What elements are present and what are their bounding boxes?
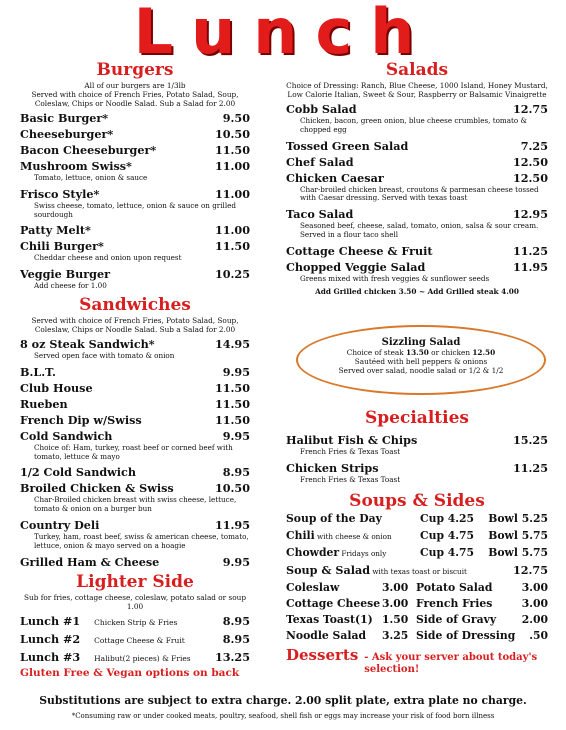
soups-heading: Soups & Sides [349, 490, 485, 511]
menu-item [20, 222, 250, 238]
item-description: Served open face with tomato & onion [34, 350, 175, 360]
menu-item [20, 186, 250, 202]
item-price: 11.50 [214, 380, 250, 395]
menu-item [20, 142, 250, 158]
menu-title: Lunch [133, 0, 433, 68]
right-column [286, 60, 548, 298]
menu-item [286, 206, 548, 222]
item-price: 11.50 [214, 143, 250, 157]
menu-item [20, 396, 250, 412]
item-description: French Fries & Texas Toast [300, 447, 401, 456]
item-description: Seasoned beef, cheese, salad, tomato, onion, salsa & sour cream. Served in a flour taco shell [300, 221, 539, 239]
lighter-side-note: Sub for fries, cottage cheese, coleslaw, potato salad or soup 1.00 [24, 592, 246, 611]
item-price: 11.25 [512, 243, 548, 258]
item-description: Swiss cheese, tomato, lettuce, onion & sauce on grilled sourdough [34, 200, 236, 219]
item-name: Chicken Strips [286, 460, 379, 475]
left-column [20, 60, 250, 679]
menu-item [20, 412, 250, 428]
item-price: 11.00 [214, 223, 250, 238]
item-description: Char-broiled chicken breast, croutons & parmesan cheese tossed with Caesar dressing. Served with texas toast [300, 184, 539, 203]
item-name: 1/2 Cold Sandwich [20, 465, 136, 480]
lighter-side-heading: Lighter Side [76, 571, 194, 592]
item-name: Mushroom Swiss* [20, 159, 132, 173]
item-price: 8.95 [222, 613, 250, 628]
sizzling-line-3: Served over salad, noodle salad or 1/2 & 1/2 [338, 366, 504, 375]
item-name: Cobb Salad [286, 102, 357, 116]
salads-list [286, 101, 548, 284]
item-description: French Fries & Texas Toast [300, 474, 401, 484]
menu-item [286, 259, 548, 275]
gluten-free-note: Gluten Free & Vegan options on back [20, 666, 240, 679]
menu-item [286, 432, 548, 448]
item-name: Veggie Burger [20, 267, 110, 282]
item-price: 11.50 [214, 412, 250, 427]
soup-row: Chowder Fridays only Cup 4.75 Bowl 5.75 [286, 545, 548, 559]
menu-item [20, 158, 250, 174]
item-price: 8.95 [222, 465, 250, 480]
menu-item [20, 480, 250, 496]
burgers-heading: Burgers [96, 60, 174, 80]
item-description: Cheddar cheese and onion upon request [34, 253, 182, 263]
soups-cup-bowl-list [286, 511, 548, 562]
substitution-note: Substitutions are subject to extra charge. 2.00 split plate, extra plate no charge. [39, 694, 527, 707]
menu-item [20, 517, 250, 533]
item-name: B.L.T. [20, 364, 56, 379]
item-price: 14.95 [214, 336, 250, 351]
menu-item [286, 101, 548, 117]
menu-item [20, 464, 250, 480]
menu-item [286, 243, 548, 259]
sizzling-title: Sizzling Salad [381, 337, 461, 348]
soup-row: Soup of the Day Cup 4.25 Bowl 5.25 [286, 511, 548, 525]
sizzling-price-line: Choice of steak 13.50 or chicken 12.50 [346, 348, 496, 357]
item-name: Frisco Style* [20, 186, 100, 201]
menu-item [286, 460, 548, 476]
item-name: Cheeseburger* [20, 127, 114, 141]
item-price: 13.25 [214, 649, 250, 664]
item-price: 7.25 [520, 138, 548, 153]
item-price: 8.95 [222, 631, 250, 646]
item-price: 12.95 [512, 207, 548, 222]
specialties-list [286, 432, 548, 485]
lighter-item [20, 649, 250, 667]
item-price: 11.95 [214, 517, 250, 532]
salads-addon: Add Grilled chicken 3.50 ~ Add Grilled steak 4.00 [315, 286, 519, 296]
salads-heading: Salads [385, 60, 449, 80]
soup-row: Chili with cheese & onion Cup 4.75 Bowl 5.75 [286, 528, 548, 542]
menu-item [20, 336, 250, 352]
lighter-list [20, 613, 250, 667]
item-name: Cottage Cheese & Fruit [286, 243, 433, 258]
item-name: Club House [20, 380, 93, 395]
desserts-ask: - Ask your server about today's selection! [364, 651, 538, 675]
item-price: 11.50 [214, 239, 250, 254]
item-name: Halibut Fish & Chips [286, 433, 418, 447]
item-price: 9.95 [222, 428, 250, 443]
desserts-row [286, 646, 548, 676]
item-price: 12.50 [512, 154, 548, 169]
item-description: Chicken, bacon, green onion, blue cheese crumbles, tomato & chopped egg [300, 116, 527, 134]
menu-item [20, 238, 250, 254]
item-name: Chef Salad [286, 154, 354, 169]
item-detail: Halibut(2 pieces) & Fries [94, 653, 191, 663]
soup-salad-row: Soup & Salad with texas toast or biscuit 12.75 [286, 562, 548, 577]
item-price: 11.25 [512, 460, 548, 475]
item-name: Chili Burger* [20, 239, 104, 254]
item-price: 15.25 [512, 433, 548, 447]
item-name: Cold Sandwich [20, 428, 113, 443]
item-name: Patty Melt* [20, 223, 91, 238]
specialties-heading: Specialties [365, 408, 469, 428]
burgers-list [20, 110, 250, 291]
menu-item [20, 428, 250, 444]
menu-item [20, 126, 250, 142]
item-price: 11.50 [214, 396, 250, 411]
item-price: 12.75 [512, 102, 548, 116]
side-row: Noodle Salad 3.25 Side of Dressing .50 [286, 628, 548, 642]
item-price: 10.25 [214, 267, 250, 282]
item-name: Chopped Veggie Salad [286, 259, 426, 274]
menu-item [20, 364, 250, 380]
item-price: 11.00 [214, 186, 250, 201]
item-name: Taco Salad [286, 207, 354, 222]
item-detail: Chicken Strip & Fries [94, 617, 178, 627]
item-name: Lunch #3 [20, 649, 81, 664]
desserts-heading: Desserts [286, 645, 359, 664]
item-description: Greens mixed with fresh veggies & sunflower seeds [300, 273, 490, 283]
item-description: Char-Broiled chicken breast with swiss cheese, lettuce, tomato & onion on a burger bun [34, 495, 237, 514]
item-name: Lunch #1 [20, 613, 81, 628]
item-name: Rueben [20, 396, 68, 411]
item-price: 10.50 [214, 127, 250, 141]
sizzling-salad-oval [296, 325, 546, 395]
menu-item [20, 266, 250, 282]
menu-item [20, 110, 250, 126]
item-name: Country Deli [20, 517, 100, 532]
item-price: 11.95 [512, 259, 548, 274]
item-description: Turkey, ham, roast beef, swiss & american cheese, tomato, lettuce, onion & mayo served on a hoagie [34, 531, 249, 550]
lighter-item [20, 631, 250, 649]
item-name: 8 oz Steak Sandwich* [20, 336, 155, 351]
side-row: Texas Toast(1) 1.50 Side of Gravy 2.00 [286, 612, 548, 626]
salads-note: Choice of Dressing: Ranch, Blue Cheese, 1000 Island, Honey Mustard, Low Calorie Italian, Sweet & Sour, Raspberry or Balsamic Vinaigrette [286, 81, 548, 99]
menu-item [286, 138, 548, 154]
sizzling-line-2: Sautéed with bell peppers & onions [354, 357, 488, 366]
sides-list [286, 580, 548, 644]
item-name: Bacon Cheeseburger* [20, 143, 157, 157]
item-price: 11.00 [214, 159, 250, 173]
item-description: Tomato, lettuce, onion & sauce [34, 173, 148, 182]
item-name: Chicken Caesar [286, 170, 384, 185]
item-description: Add cheese for 1.00 [34, 281, 107, 291]
sandwiches-heading: Sandwiches [79, 294, 191, 315]
item-name: Basic Burger* [20, 111, 109, 125]
item-price: 9.50 [222, 111, 250, 125]
item-name: Grilled Ham & Cheese [20, 554, 160, 569]
item-name: Lunch #2 [20, 631, 81, 646]
side-row: Coleslaw 3.00 Potato Salad 3.00 [286, 580, 548, 594]
sandwiches-list [20, 336, 250, 570]
item-price: 9.95 [222, 554, 250, 569]
item-price: 10.50 [214, 481, 250, 496]
item-detail: Cottage Cheese & Fruit [94, 635, 185, 645]
menu-item [286, 170, 548, 186]
menu-item [20, 380, 250, 396]
lighter-item [20, 613, 250, 631]
food-safety-warning: *Consuming raw or under cooked meats, poultry, seafood, shell fish or eggs may increase your risk of food born illness [71, 712, 495, 720]
item-name: French Dip w/Swiss [20, 412, 142, 427]
item-name: Tossed Green Salad [286, 138, 409, 153]
burgers-note: All of our burgers are 1/3lb Served with choice of French Fries, Potato Salad, Soup, Coleslaw, Chips or Noodle Salad. Sub a Salad for 2.00 [31, 81, 239, 108]
sandwiches-note: Served with choice of French Fries, Potato Salad, Soup, Coleslaw, Chips or Noodle Salad. Sub a Salad for 2.00 [31, 315, 239, 334]
side-row: Cottage Cheese 3.00 French Fries 3.00 [286, 596, 548, 610]
item-name: Broiled Chicken & Swiss [20, 481, 174, 496]
item-price: 12.50 [512, 170, 548, 185]
item-description: Choice of: Ham, turkey, roast beef or corned beef with tomato, lettuce & mayo [34, 442, 233, 461]
menu-item [20, 554, 250, 570]
menu-item [286, 154, 548, 170]
item-price: 9.95 [222, 364, 250, 379]
specialties-section [286, 408, 548, 676]
